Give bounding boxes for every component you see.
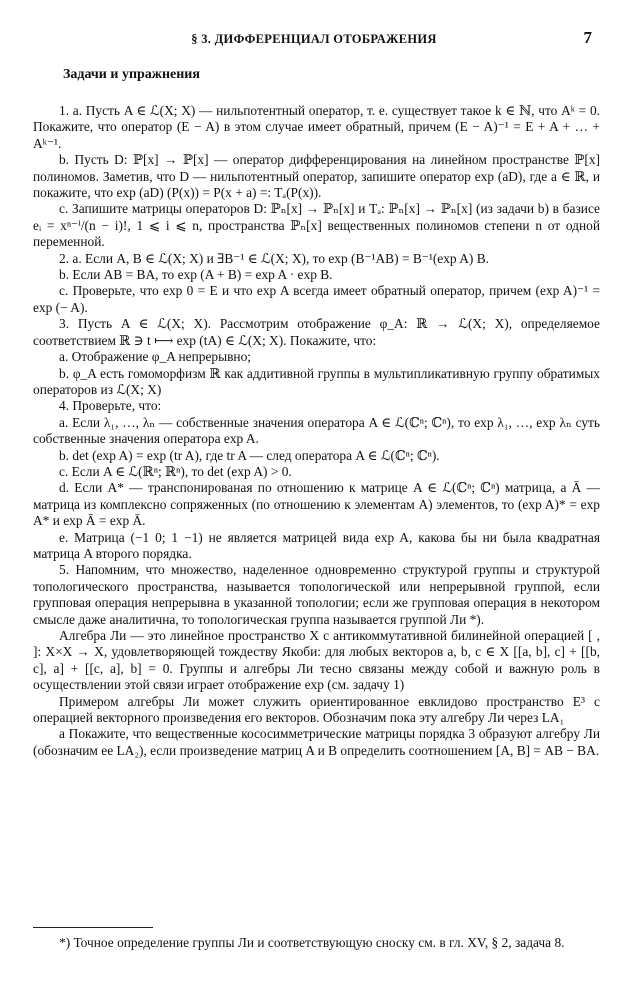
running-header	[0, 30, 628, 50]
exercise-4: 4. Проверьте, что:	[59, 398, 162, 414]
exercise-4c: c. Если A ∈ ℒ(ℝⁿ; ℝⁿ), то det (exp A) > 0.	[59, 463, 292, 479]
exercise-4d: d. Если A* — транспонированая по отношению к матрице A ∈ ℒ(ℂⁿ; ℂⁿ) матрица, а Ā — матрица из комплексно сопряженных (по отношению к элементам A) элементов, то (exp A)* = exp A* и exp Ā = exp Ā.	[33, 480, 600, 529]
exercise-2b: b. Если AB = BA, то exp (A + B) = exp A · exp B.	[59, 267, 333, 283]
exercise-5a: а Покажите, что вещественные кососимметрические матрицы порядка 3 образуют алгебру Ли (обозначим ее LA₂), если произведение матриц A и B определить соотношением [A, B] = AB − BA.	[33, 726, 600, 758]
chapter-section-title: § 3. ДИФФЕРЕНЦИАЛ ОТОБРАЖЕНИЯ	[191, 32, 437, 46]
footnote: *) Точное определение группы Ли и соответствующую сноску см. в гл. XV, § 2, задача 8.	[59, 935, 565, 950]
exercise-1a: 1. а. Пусть A ∈ ℒ(X; X) — нильпотентный оператор, т. е. существует такое k ∈ ℕ, что Aᵏ = 0. Покажите, что оператор (E − A) в этом случае имеет обратный, причем (E − A)⁻¹ = E + A + … + Aᵏ⁻¹.	[33, 103, 600, 151]
exercise-3: 3. Пусть A ∈ ℒ(X; X). Рассмотрим отображение φ_A: ℝ → ℒ(X; X), определяемое соответствием ℝ ∋ t ⟼ exp (tA) ∈ ℒ(X; X). Покажите, что:	[33, 316, 600, 348]
exercise-4a: а. Если λ₁, …, λₙ — собственные значения оператора A ∈ ℒ(ℂⁿ; ℂⁿ), то exp λ₁, …, exp λₙ суть собственные значения оператора exp A.	[33, 414, 600, 447]
footnote-divider	[33, 927, 153, 928]
exercise-5: 5. Напомним, что множество, наделенное одновременно структурой группы и структурой топологического пространства, называется топологической или непрерывной группой, если групповая операция непрерывна в указанной топологии; если же групповая операция в некотором смысле даже аналитична, то топологическая группа называется группой Ли *).	[33, 562, 600, 627]
exercises-body	[33, 103, 600, 759]
exercise-2c: c. Проверьте, что exp 0 = E и что exp A всегда имеет обратный оператор, причем (exp A)⁻¹ = exp (− A).	[33, 283, 600, 315]
page-number: 7	[583, 28, 592, 47]
lie-algebra-example: Примером алгебры Ли может служить ориентированное евклидово пространство E³ с операцией векторного произведения его векторов. Обозначим пока эту алгебру Ли через LA₁	[33, 693, 600, 726]
exercise-2a: 2. а. Если A, B ∈ ℒ(X; X) и ∃B⁻¹ ∈ ℒ(X; X), то exp (B⁻¹AB) = B⁻¹(exp A) B.	[59, 250, 489, 266]
exercise-3b: b. φ_A есть гомоморфизм ℝ как аддитивной группы в мультипликативную группу обратимых операторов из ℒ(X; X)	[33, 365, 600, 397]
exercise-4b: b. det (exp A) = exp (tr A), где tr A — след оператора A ∈ ℒ(ℂⁿ; ℂⁿ).	[59, 447, 440, 463]
exercise-3a: a. Отображение φ_A непрерывно;	[59, 349, 251, 365]
exercise-1b: b. Пусть D: ℙ[x] → ℙ[x] — оператор дифференцирования на линейном пространстве ℙ[x] полиномов. Заметив, что D — нильпотентный оператор, запишите оператор exp (aD), где a ∈ ℝ, и покажите, что exp (aD) (P(x)) = P(x + a) =: Tₐ(P(x)).	[33, 152, 600, 201]
exercise-1c: c. Запишите матрицы операторов D: ℙₙ[x] → ℙₙ[x] и Tₐ: ℙₙ[x] → ℙₙ[x] (из задачи b) в базисе eᵢ = xⁿ⁻ⁱ/(n − i)!, 1 ⩽ i ⩽ n, пространства ℙₙ[x] вещественных полиномов степени n от одной переменной.	[33, 201, 600, 250]
exercise-4e: e. Матрица (−1 0; 1 −1) не является матрицей вида exp A, какова бы ни была квадратная матрица A второго порядка.	[33, 529, 600, 561]
exercises-heading: Задачи и упражнения	[63, 67, 200, 82]
lie-algebra-definition: Алгебра Ли — это линейное пространство X с антикоммутативной билинейной операцией [ , ]: X×X → X, удовлетворяющей тождеству Якоби: для любых векторов a, b, c ∈ X [[a, b], c] + [[b, c], a] + [[c, a], b] = 0. Группы и алгебры Ли тесно связаны между собой и важную роль в осуществлении этой связи играет отображение exp (см. задачу 1)	[33, 628, 600, 693]
